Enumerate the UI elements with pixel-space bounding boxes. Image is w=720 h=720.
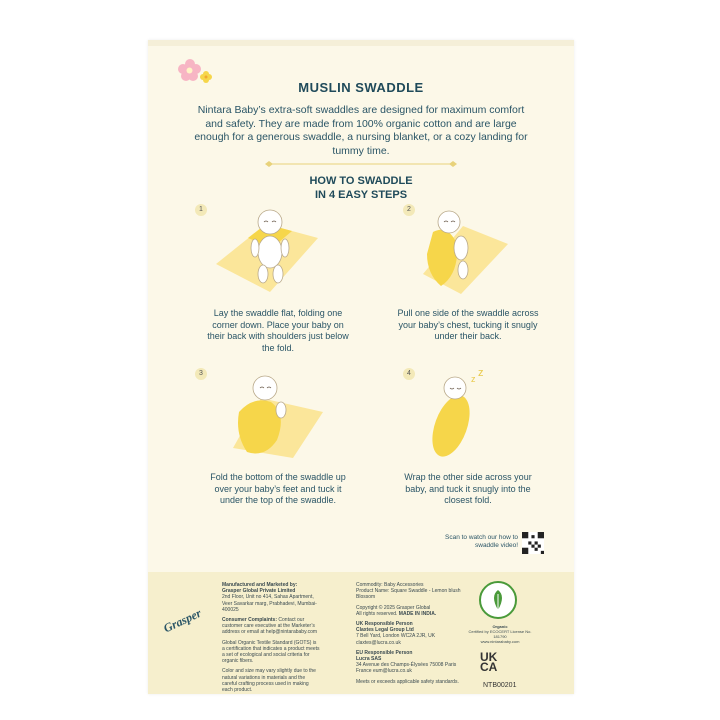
product-sku: NTB00201 bbox=[483, 682, 517, 689]
svg-text:z: z bbox=[471, 374, 476, 384]
qr-code-icon[interactable] bbox=[522, 532, 544, 554]
step-1-illustration bbox=[208, 204, 328, 304]
brand-logo bbox=[158, 596, 204, 636]
step-1-text: Lay the swaddle flat, folding one corner down. Place your baby on their back with shoulders just below the fold. bbox=[207, 308, 349, 353]
step-3-text: Fold the bottom of the swaddle up over your baby’s feet and tuck it under the top of the swaddle. bbox=[210, 472, 346, 505]
step-number: 4 bbox=[403, 368, 415, 380]
gots-organic-icon bbox=[478, 580, 518, 620]
step-4-illustration bbox=[393, 368, 513, 468]
scan-caption: Scan to watch our how to swaddle video! bbox=[445, 534, 518, 549]
step-4-text: Wrap the other side across your baby, and tuck it snugly into the closest fold. bbox=[404, 472, 532, 505]
step-2-text: Pull one side of the swaddle across your baby’s chest, tucking it snugly under their back. bbox=[397, 308, 539, 341]
svg-text:Grasper: Grasper bbox=[161, 605, 204, 636]
step-number: 2 bbox=[403, 204, 415, 216]
divider-ornament bbox=[261, 160, 461, 168]
package-back-panel bbox=[148, 40, 574, 694]
top-strip bbox=[148, 40, 574, 46]
how-to-heading: HOW TO SWADDLE IN 4 EASY STEPS bbox=[309, 175, 413, 201]
step-number: 3 bbox=[195, 368, 207, 380]
product-title: MUSLIN SWADDLE bbox=[298, 80, 424, 95]
intro-paragraph: Nintara Baby’s extra-soft swaddles are designed for maximum comfort and safety. They are made from 100% organic cotton and are large enough for a generous swaddle, a nursing blanket, or a cozy landing for tummy time. bbox=[194, 104, 528, 157]
footer-panel bbox=[148, 572, 574, 694]
gots-caption: Organic Certified by ECOCERT License No. 181790 www.nintarababy.com bbox=[468, 624, 532, 644]
footer-column-2: Commodity: Baby Accessories Product Name: Square Swaddle - Lemon blush Blossom Copyright © 2025 Grasper Global All rights reserved. MADE IN INDIA. UK Responsible Person Claxtes Legal Group Ltd 7 Bell Yard, London WC2A 2JR, UK claxtes@lucra.co.uk EU Responsible Person Lucra SAS 34 Avenue des Champs-Élysées 75008 Paris France eum@lucra.co.uk Meets or exceeds applicable safety standards. bbox=[356, 582, 461, 685]
step-number: 1 bbox=[195, 204, 207, 216]
svg-text:z: z bbox=[478, 367, 484, 379]
step-3-illustration bbox=[213, 368, 333, 468]
footer-column-1: Manufactured and Marketed by: Grasper Global Private Limited 2nd Floor, Unit no 414, Sahas Apartment, Veer Savarkar marg, Prabhadevi, Mumbai- 400025 Consumer Complaints: Contact our customer care executive at the Marketer’s address or email at help@nintarababy.com Global Organic Textile Standard (GOTS) is a certification that indicates a product meets a set of ecological and social criteria for organic fibers. Color and size may vary slightly due to the natural variations in materials and the careful crafting process used in making each product. bbox=[222, 582, 320, 694]
step-2-illustration bbox=[393, 204, 513, 304]
ukca-mark: UK CA bbox=[480, 650, 498, 674]
